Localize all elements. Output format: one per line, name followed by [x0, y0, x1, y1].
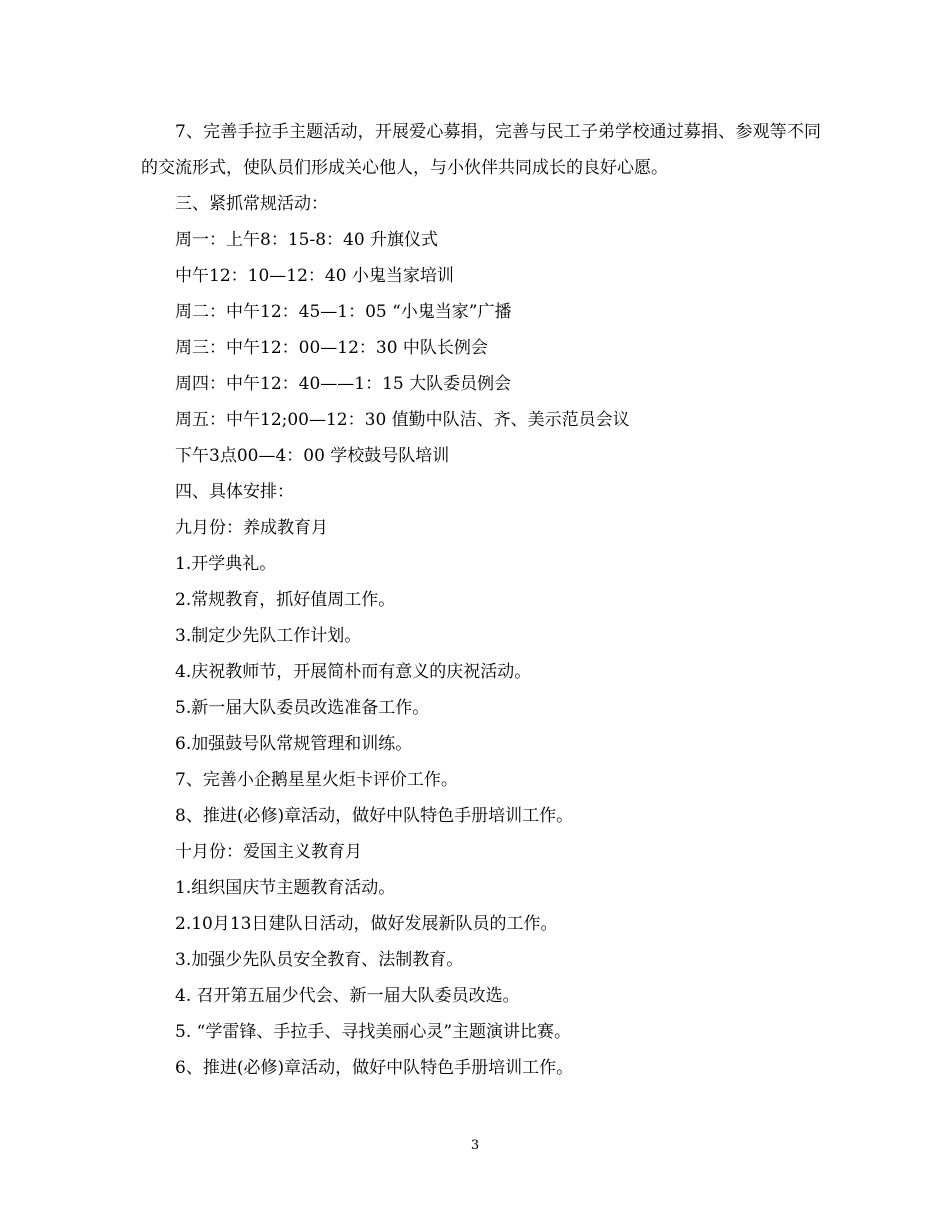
list-item: 6、推进(必修)章活动，做好中队特色手册培训工作。 — [175, 1058, 574, 1078]
month-heading-october: 十月份：爱国主义教育月 — [175, 842, 362, 862]
list-item: 5. “学雷锋、手拉手、寻找美丽心灵”主题演讲比赛。 — [175, 1022, 572, 1042]
list-item: 4. 召开第五届少代会、新一届大队委员改选。 — [175, 986, 520, 1006]
schedule-friday-afternoon: 下午3点00—4：00 学校鼓号队培训 — [175, 446, 450, 466]
section-heading-routine-activities: 三、紧抓常规活动： — [175, 194, 328, 214]
list-item: 3.加强少先队员安全教育、法制教育。 — [175, 950, 464, 970]
schedule-thursday: 周四：中午12：40——1：15 大队委员例会 — [175, 374, 512, 394]
section-heading-arrangements: 四、具体安排： — [175, 482, 294, 502]
list-item: 7、完善小企鹅星星火炬卡评价工作。 — [175, 770, 458, 790]
document-body — [141, 114, 821, 1086]
list-item: 3.制定少先队工作计划。 — [175, 626, 362, 646]
list-item: 6.加强鼓号队常规管理和训练。 — [175, 734, 413, 754]
list-item: 2.10月13日建队日活动，做好发展新队员的工作。 — [175, 914, 558, 934]
list-item: 4.庆祝教师节，开展简朴而有意义的庆祝活动。 — [175, 662, 532, 682]
schedule-monday: 周一：上午8：15-8：40 升旗仪式 — [175, 230, 439, 250]
paragraph-helping-hands: 7、完善手拉手主题活动，开展爱心募捐，完善与民工子弟学校通过募捐、参观等不同的交流形式，使队员们形成关心他人，与小伙伴共同成长的良好心愿。 — [141, 122, 821, 178]
month-heading-september: 九月份：养成教育月 — [175, 518, 328, 538]
list-item: 1.开学典礼。 — [175, 554, 277, 574]
list-item: 8、推进(必修)章活动，做好中队特色手册培训工作。 — [175, 806, 574, 826]
list-item: 2.常规教育，抓好值周工作。 — [175, 590, 396, 610]
schedule-friday: 周五：中午12;00—12：30 值勤中队洁、齐、美示范员会议 — [175, 410, 630, 430]
list-item: 5.新一届大队委员改选准备工作。 — [175, 698, 430, 718]
schedule-wednesday: 周三：中午12：00—12：30 中队长例会 — [175, 338, 488, 358]
schedule-monday-noon: 中午12：10—12：40 小鬼当家培训 — [175, 266, 454, 286]
schedule-tuesday: 周二：中午12：45—1：05 “小鬼当家”广播 — [175, 302, 512, 322]
page-number: 3 — [470, 1138, 480, 1153]
list-item: 1.组织国庆节主题教育活动。 — [175, 878, 396, 898]
